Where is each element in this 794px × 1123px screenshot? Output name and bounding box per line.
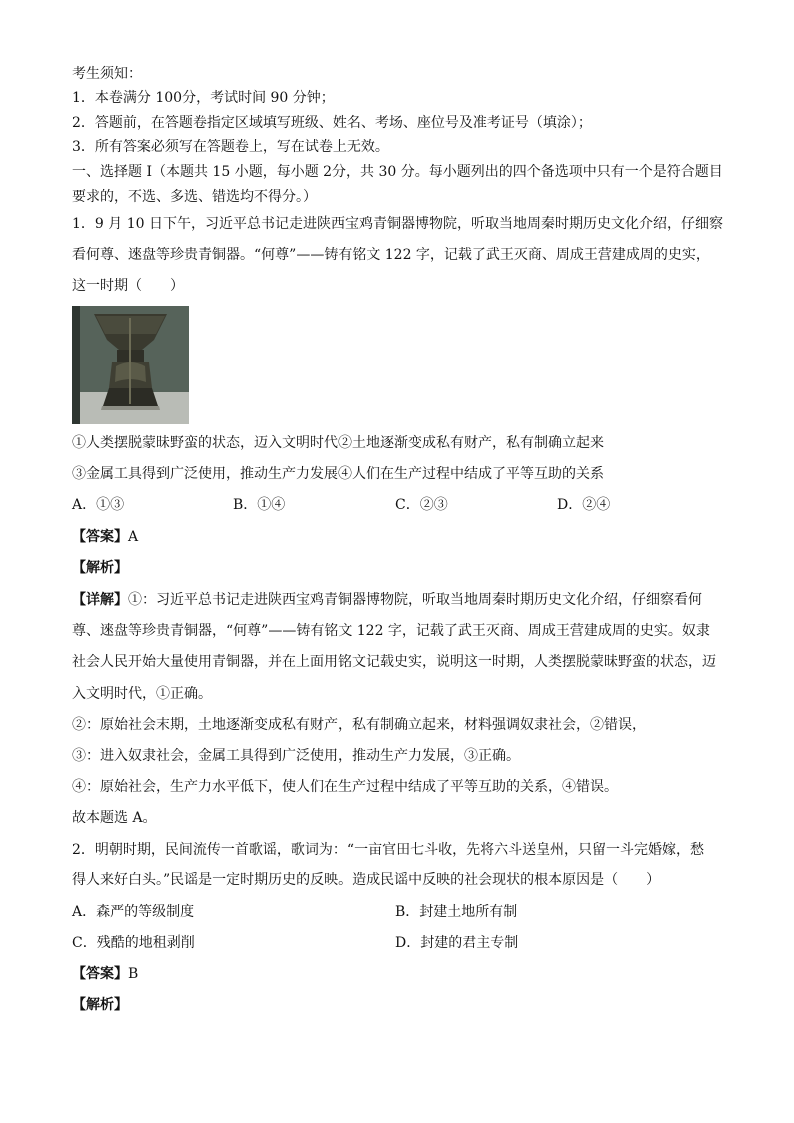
q1-detail-line: ③：进入奴隶社会，金属工具得到广泛使用，推动生产力发展，③正确。 <box>72 748 520 764</box>
bronze-vessel-photo <box>72 306 189 424</box>
q1-detail-line: ④：原始社会，生产力水平低下，使人们在生产过程中结成了平等互助的关系，④错误。 <box>72 779 618 795</box>
q1-detail-line: 入文明时代，①正确。 <box>72 686 212 702</box>
q1-detail-line: 尊、逨盘等珍贵青铜器，“何尊”——铸有铭文 122 字，记载了武王灭商、周成王营建成周的史实。奴隶 <box>72 623 710 639</box>
q2-option-d: D．封建的君主专制 <box>395 935 519 951</box>
q2-option-a: A．森严的等级制度 <box>72 904 195 920</box>
section-header-line: 一、选择题 I（本题共 15 小题，每小题 2分，共 30 分。每小题列出的四个备选项中只有一个是符合题目 <box>72 164 723 180</box>
q2-answer <box>72 964 138 984</box>
q1-option-b: B．①④ <box>233 497 286 513</box>
notice-item: 3．所有答案必须写在答题卷上，写在试卷上无效。 <box>72 139 389 155</box>
q1-option-d: D．②④ <box>557 497 611 513</box>
q1-answer <box>72 527 138 547</box>
bronze-vessel-illustration <box>72 306 189 424</box>
q1-detail-line <box>72 590 702 610</box>
q2-stem-line: 2．明朝时期，民间流传一首歌谣，歌词为：“一亩官田七斗收，先将六斗送皇州，只留一斗完婚嫁，愁 <box>72 842 705 858</box>
section-header-line: 要求的，不选、多选、错选均不得分。） <box>72 189 317 205</box>
q1-statement: ①人类摆脱蒙昧野蛮的状态，迈入文明时代②土地逐渐变成私有财产，私有制确立起来 <box>72 435 604 451</box>
q1-option-c: C．②③ <box>395 497 448 513</box>
q1-detail-line: ②：原始社会末期，土地逐渐变成私有财产，私有制确立起来，材料强调奴隶社会，②错误， <box>72 717 646 733</box>
q2-stem-line: 得人来好白头。”民谣是一定时期历史的反映。造成民谣中反映的社会现状的根本原因是（ ） <box>72 872 661 888</box>
q1-option-a: A．①③ <box>72 497 125 513</box>
q2-option-b: B．封建土地所有制 <box>395 904 518 920</box>
answer-tag: 【答案】 <box>72 966 128 982</box>
q2-option-c: C．残酷的地租剥削 <box>72 935 195 951</box>
notice-item: 2．答题前，在答题卷指定区域填写班级、姓名、考场、座位号及准考证号（填涂）； <box>72 115 592 131</box>
q1-detail-line: 社会人民开始大量使用青铜器，并在上面用铭文记载史实，说明这一时期，人类摆脱蒙昧野蛮的状态，迈 <box>72 654 716 670</box>
detail-tag: 【详解】 <box>72 592 128 608</box>
q1-detail-line: 故本题选 A。 <box>72 810 157 826</box>
q1-stem-line: 这一时期（ ） <box>72 278 184 294</box>
q2-analysis-tag: 【解析】 <box>72 997 128 1013</box>
q1-stem-line: 看何尊、逨盘等珍贵青铜器。“何尊”——铸有铭文 122 字，记载了武王灭商、周成王营建成周的史实， <box>72 247 710 263</box>
q1-stem-line: 1．9 月 10 日下午，习近平总书记走进陕西宝鸡青铜器博物院，听取当地周秦时期历史文化介绍，仔细察 <box>72 216 723 232</box>
answer-value: B <box>128 966 139 982</box>
notice-item: 1．本卷满分 100分，考试时间 90 分钟； <box>72 90 335 106</box>
detail-text: ①：习近平总书记走进陕西宝鸡青铜器博物院，听取当地周秦时期历史文化介绍，仔细察看何 <box>128 592 702 608</box>
q1-statement: ③金属工具得到广泛使用，推动生产力发展④人们在生产过程中结成了平等互助的关系 <box>72 466 604 482</box>
answer-value: A <box>128 529 139 545</box>
notice-title: 考生须知： <box>72 66 142 82</box>
q1-analysis-tag: 【解析】 <box>72 560 128 576</box>
answer-tag: 【答案】 <box>72 529 128 545</box>
